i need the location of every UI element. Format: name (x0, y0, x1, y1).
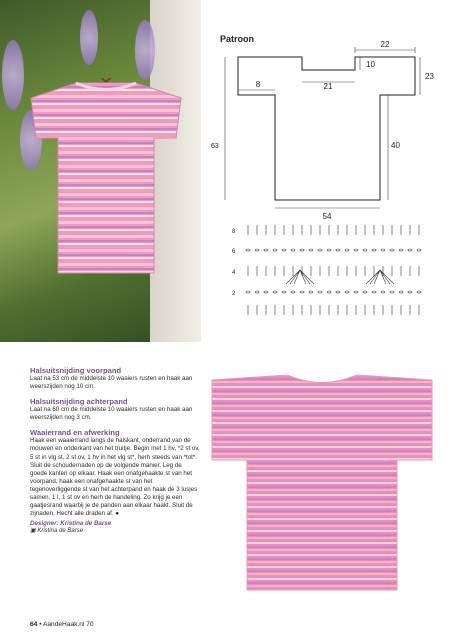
stitch-mark (390, 291, 394, 293)
stitch-mark (291, 249, 295, 251)
stitch-mark (246, 249, 250, 251)
stitch-mark (345, 249, 349, 251)
stitch-mark (300, 249, 304, 251)
stitch-mark (282, 249, 286, 251)
stitch-mark (300, 291, 304, 293)
chart-row-label: 8 (232, 229, 236, 235)
stitch-mark (408, 249, 412, 251)
stitch-mark (417, 249, 421, 251)
chart-row-label: 6 (232, 249, 236, 255)
pattern-title: Patroon (220, 34, 255, 44)
pattern-schematic (205, 30, 445, 225)
section-heading: Halsuitsnijding voorpand (30, 366, 122, 375)
page-number: 64 (30, 621, 38, 628)
stitch-mark (327, 249, 331, 251)
stitch-mark (264, 291, 268, 293)
dim-shoulder: 10 (366, 60, 375, 69)
dim-total-height: 63 (211, 143, 219, 150)
photo-sweater-flat (207, 360, 437, 600)
stitch-mark (399, 249, 403, 251)
stitch-chart (230, 222, 430, 322)
stitch-mark (336, 291, 340, 293)
stitch-mark (255, 291, 259, 293)
chart-row-label: 4 (232, 270, 236, 276)
dim-neck-width: 21 (323, 82, 333, 91)
camera-icon: ▣ (30, 528, 36, 535)
stitch-mark (255, 249, 259, 251)
section-body: Haak een waaierrand langs de halskant, onderrand van de mouwen en onderkant van het truitje. Begin met 1 hv, *2 st ov, 5 st in vlg st, 2 st ov, 1 hv in het vlg st*, herh steeds van *tot*. Sluit de schoudernaden op de volgende manier. Leg de goede kanten op elkaar. Haak een onafgehaakte st van het voorpand, haak een onafgehaakte st van het tegenoverliggende st van het achterpand en haak de 3 lusjes samen, 1 l, 1 st ov en herh de handeling. Zo krijg je een gaatjesrand waarbij je de panden aan elkaar haakt. Sluit de zijnaden. Hecht alle draden af. ● (30, 437, 200, 518)
stitch-mark (327, 291, 331, 293)
section-body: Laat na 53 cm de middelste 10 waaiers rusten en haak aan weerszijden nog 10 cm. (30, 375, 193, 391)
designer-credit: Designer: Kristina de Barse (30, 520, 112, 528)
photo-credit-name: Kristina de Barse (37, 528, 84, 535)
stitch-mark (291, 291, 295, 293)
stitch-mark (399, 291, 403, 293)
stitch-mark (354, 291, 358, 293)
stitch-mark (318, 249, 322, 251)
stitch-mark (309, 291, 313, 293)
wisteria-flower (135, 20, 155, 80)
stitch-mark (273, 291, 277, 293)
stitch-mark (318, 291, 322, 293)
stitch-mark (372, 291, 376, 293)
photo-credit (30, 527, 200, 534)
stitch-mark (282, 291, 286, 293)
sweater-illustration (26, 78, 186, 278)
stitch-mark (390, 249, 394, 251)
stitch-mark (354, 249, 358, 251)
chart-row-label: 2 (232, 291, 236, 297)
stitch-mark (246, 291, 250, 293)
footer-separator: • (39, 621, 42, 628)
dim-bottom-width: 54 (322, 212, 332, 221)
stitch-mark (264, 249, 268, 251)
photo-sweater-hanging (0, 0, 201, 342)
stitch-mark (417, 291, 421, 293)
dim-height-right: 23 (425, 72, 434, 81)
dim-top-width: 22 (380, 40, 390, 49)
wisteria-flower (80, 10, 98, 65)
stitch-mark (345, 291, 349, 293)
instructions (30, 366, 200, 534)
section-body: Laat na 60 cm de middelste 10 waaiers rusten en haak aan weerszijden nog 3 cm. (30, 406, 193, 422)
footer-site: AandeHaak.nl 70 (42, 621, 94, 628)
stitch-mark (408, 291, 412, 293)
stitch-mark (273, 249, 277, 251)
stitch-mark (363, 249, 367, 251)
stitch-mark (372, 249, 376, 251)
dim-body-height: 40 (391, 141, 400, 150)
stitch-mark (336, 249, 340, 251)
stitch-mark (363, 291, 367, 293)
wisteria-flower (2, 40, 24, 110)
dim-sleeve: 8 (255, 80, 261, 89)
stitch-mark (309, 249, 313, 251)
section-heading: Halsuitsnijding achterpand (30, 397, 128, 407)
stitch-mark (381, 249, 385, 251)
section-heading: Waaierrand en afwerking (30, 428, 120, 438)
page-footer (30, 621, 94, 628)
stitch-mark (381, 291, 385, 293)
